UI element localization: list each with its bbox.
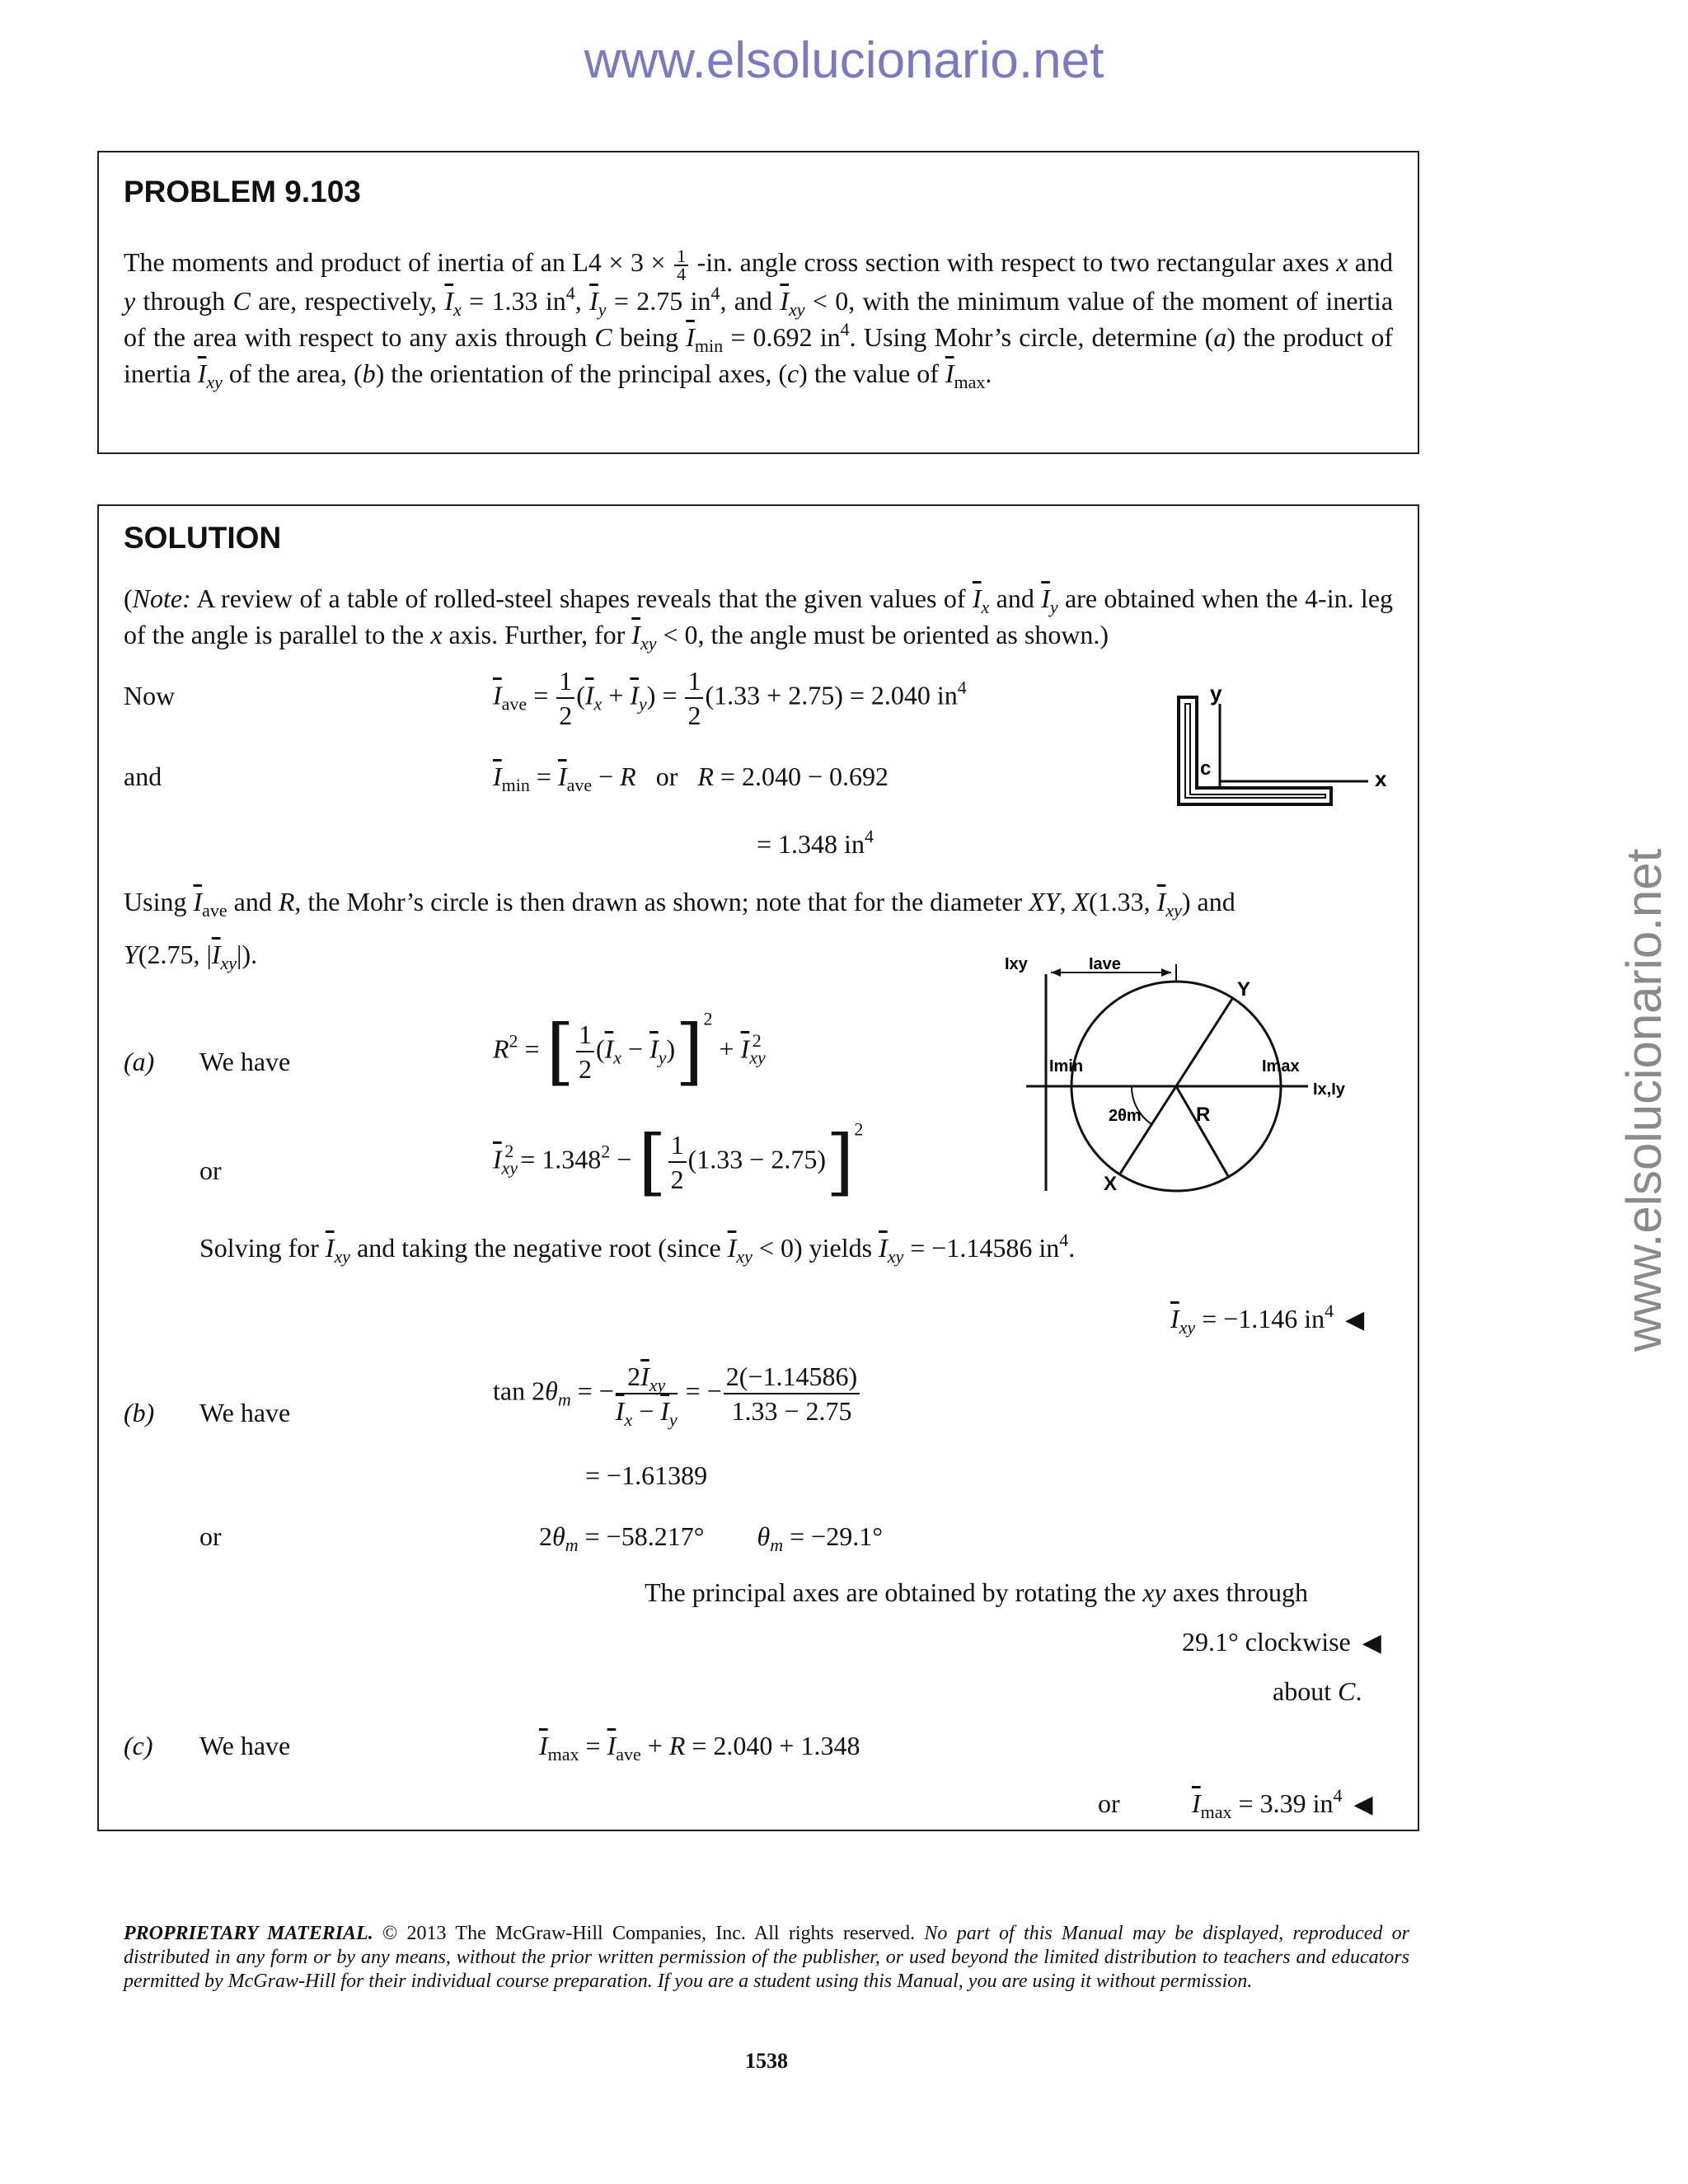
answer-c: $\overline{I}_{max} = 3.39$ $in^4$ ◀ [1192, 1785, 1373, 1822]
mohr-r-label: R [1196, 1104, 1211, 1126]
now-label: Now [124, 681, 176, 710]
eq-r-value: = 1.348 $in^4$ [757, 826, 874, 859]
answer-b: 29.1° clockwise ◀ [1182, 1627, 1381, 1657]
eq-imax: $\overline{I}_{max} = \overline{I}_{ave} + R = 2.040 + 1.348$ [539, 1731, 860, 1765]
mohr-imax-label: Imax [1262, 1057, 1300, 1076]
solution-note: (Note: A review of a table of rolled-steel shapes reveals that the given values of $\overline{I}_x$ and $\overline{I}_y$ are obtained when the 4-in. leg of the angle is parallel to the x axis. Further, for $\overline{I}_{xy} < 0$, the angle must be oriented as shown.) [124, 583, 1394, 654]
angle-x-label: x [1375, 766, 1387, 791]
solution-title: SOLUTION [124, 521, 282, 555]
page-number: 1538 [745, 2049, 788, 2073]
and-label: and [124, 762, 162, 791]
eq-imin: $\overline{I}_{min} = \overline{I}_{ave} - R$ or R = 2.040 − 0.692 [493, 762, 889, 795]
eq-iave: $\overline{I}_{ave}$ = $\frac{1}{2}$ $(\overline{I}_x + \overline{I}_y)$ = $\frac{1}{2}$ (1.33 + 2.75) = 2.040 $in^4$ [493, 666, 967, 730]
part-c-or: or [1098, 1788, 1120, 1818]
part-b-label: (b) [124, 1398, 155, 1427]
problem-title: PROBLEM 9.103 [124, 175, 361, 209]
part-c-label: (c) [124, 1731, 153, 1760]
mohr-imin-label: Imin [1049, 1057, 1084, 1076]
angle-section-figure [1170, 681, 1409, 813]
answer-b-about: about C. [1273, 1676, 1362, 1706]
part-b-or: or [199, 1521, 222, 1551]
solving-text: Solving for $\overline{I}_{xy}$ and taking the negative root (since $\overline{I}_{xy} < 0$) yields $\overline{I}_{xy} = -1.14586$ $in^4$. [199, 1230, 1076, 1267]
mohr-theta-label: 2θm [1109, 1107, 1142, 1125]
eq-ixy-squared: $\overline{I}_{xy}^2 = 1.348^2$ − [ $\frac{1}{2}$ (1.33 − 2.75)]$^2$ [493, 1118, 864, 1204]
mohr-iave-label: Iave [1089, 955, 1121, 973]
watermark-side: www.elsolucionario.net [1616, 848, 1672, 1352]
eq-r-squared: $R^2$ = [ $\frac{1}{2}$ $(\overline{I}_x - \overline{I}_y)]^2 + \overline{I}_{xy}^2$ [493, 1008, 766, 1094]
watermark-top: www.elsolucionario.net [584, 32, 1104, 89]
mohr-circle-figure [1005, 955, 1389, 1195]
using-paragraph: Using $\overline{I}_{ave}$ and R, the Mohr’s circle is then drawn as shown; note that for the diameter XY, X(1.33, $\overline{I}_{xy}$) and [124, 887, 1236, 921]
principal-axes-text: The principal axes are obtained by rotating the xy axes through [645, 1577, 1309, 1607]
mohr-y-point-label: Y [1237, 978, 1251, 1001]
problem-statement: The moments and product of inertia of an L4 × 3 × $\frac{1}{4}$ -in. angle cross section with respect to two rectangular axes x and y through C are, respectively, $\overline{I}_x = 1.33$ $in^4$, $\overline{I}_y = 2.75$ $in^4$, and $\overline{I}_{xy} < 0$, with the minimum value of the moment of inertia of the area with respect to any axis through C being $\overline{I}_{min} = 0.692$ $in^4$. Using Mohr’s circle, determine (a) the product of inertia $\overline{I}_{xy}$ of the area, (b) the orientation of the principal axes, (c) the value of $\overline{I}_{max}$. [124, 245, 1394, 392]
part-a-label: (a) [124, 1047, 155, 1076]
part-c-wehave: We have [199, 1731, 291, 1760]
angle-y-label: y [1210, 681, 1222, 705]
eq-tan-value: = −1.61389 [585, 1460, 708, 1490]
eq-tan: $\tan 2\theta_m$ = − $\frac{2\overline{I}_{xy}}{\overline{I}_x - \overline{I}_y}$ = − $\frac{2(-1.14586)}{1.33 - 2.75}$ [493, 1360, 861, 1427]
using-paragraph-line2: Y(2.75, $|\overline{I}_{xy}|$). [124, 940, 258, 973]
mohr-axis-label: Ix,Iy [1313, 1080, 1345, 1099]
answer-a: $\overline{I}_{xy} = -1.146$ $in^4$ ◀ [1170, 1301, 1365, 1338]
footer-copyright: PROPRIETARY MATERIAL. © 2013 The McGraw-Hill Companies, Inc. All rights reserved. No part of this Manual may be displayed, reproduced or distributed in any form or by any means, without the prior written permission of the publisher, or used beyond the limited distribution to teachers and educators permitted by McGraw-Hill for their individual course preparation. If you are a student using this Manual, you are using it without permission. [124, 1923, 1409, 1992]
mohr-ixy-label: Ixy [1005, 955, 1028, 973]
part-a-or: or [199, 1155, 222, 1185]
angle-c-label: c [1200, 757, 1212, 780]
part-b-wehave: We have [199, 1398, 291, 1427]
eq-theta: $2\theta_m = -58.217^\circ$ $\theta_m = -29.1^\circ$ [539, 1521, 883, 1555]
mohr-x-point-label: X [1104, 1173, 1118, 1195]
part-a-wehave: We have [199, 1047, 291, 1076]
